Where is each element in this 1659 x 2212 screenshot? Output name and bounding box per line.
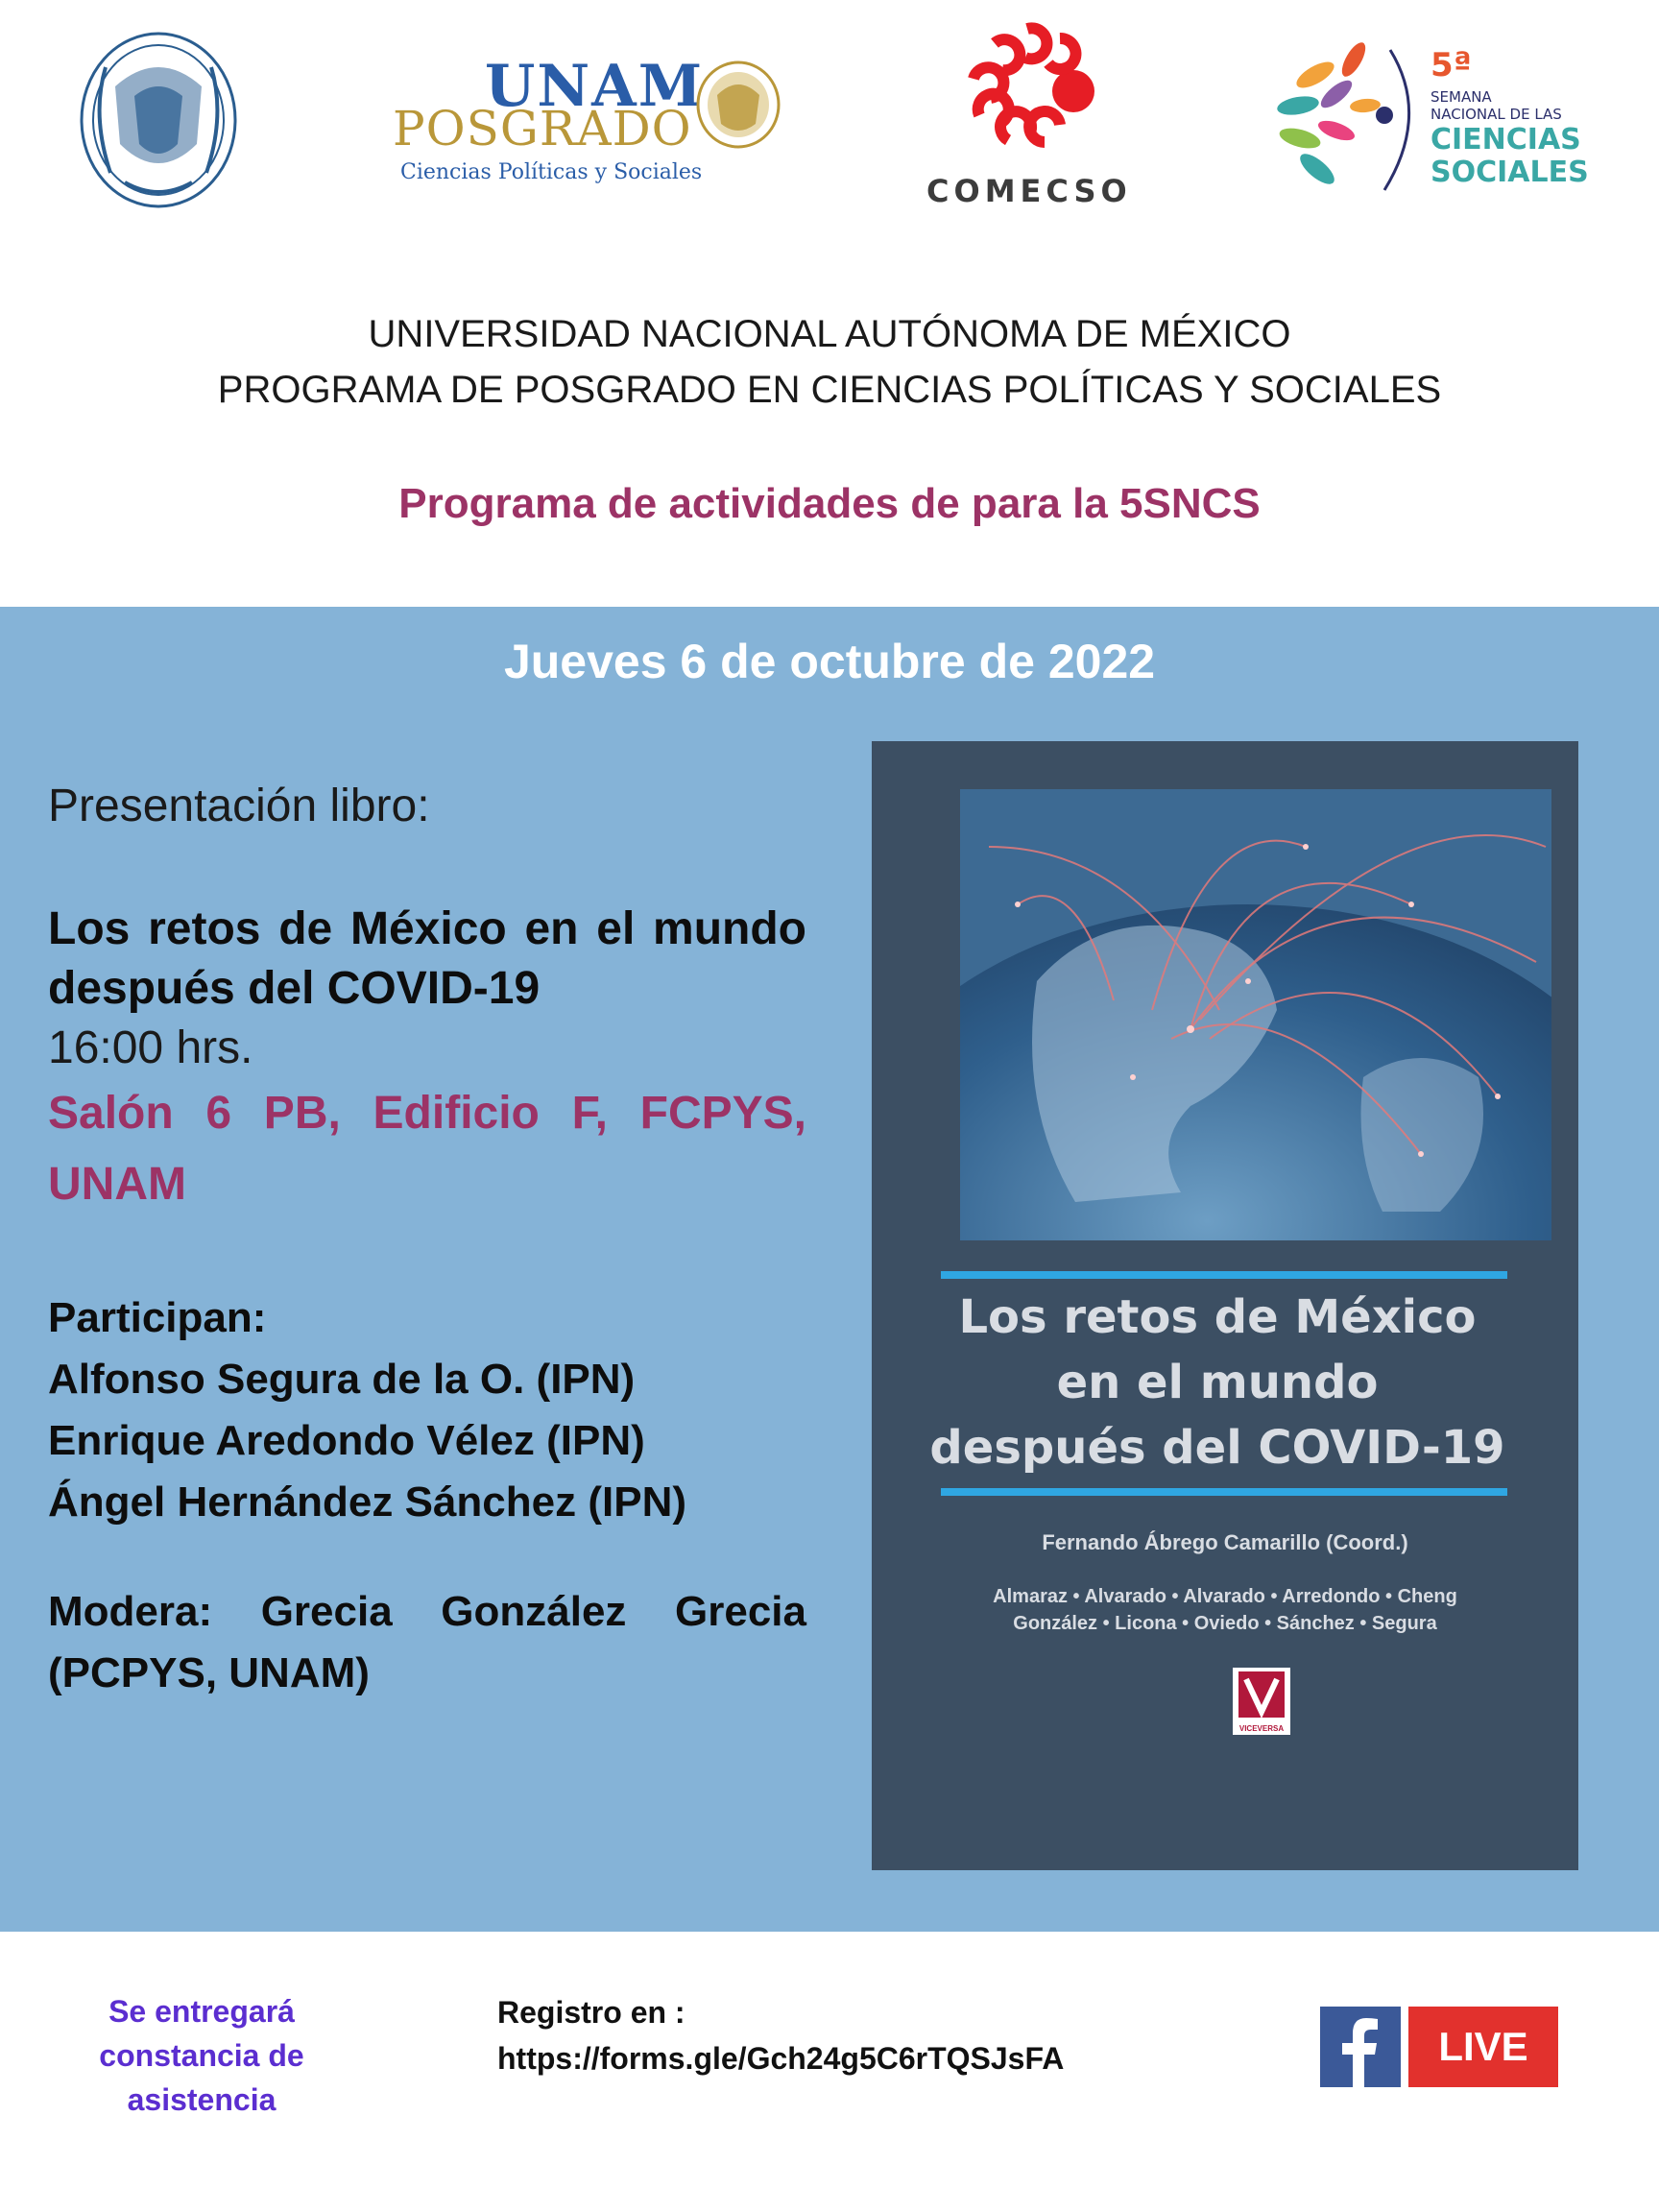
activities-program-title: Programa de actividades de para la 5SNCS <box>398 480 1261 527</box>
sncs-logo <box>1277 38 1603 202</box>
event-time: 16:00 hrs. <box>48 1022 253 1073</box>
event-venue: Salón 6 PB, Edificio F, FCPYS, UNAM <box>48 1088 806 1210</box>
book-cover <box>872 741 1578 1870</box>
facebook-icon[interactable] <box>1320 2007 1401 2087</box>
sncs-logo-line1: SEMANA <box>1431 88 1492 106</box>
publisher-name: VICEVERSA <box>1238 1724 1285 1733</box>
cover-title-line: en el mundo <box>1056 1356 1379 1409</box>
live-label: LIVE <box>1438 2024 1528 2069</box>
presentation-label: Presentación libro: <box>48 781 430 831</box>
sncs-leaves-icon <box>1277 38 1426 202</box>
cover-divider <box>941 1271 1507 1279</box>
event-date: Jueves 6 de octubre de 2022 <box>503 635 1156 688</box>
posgrado-logo-unam: UNAM <box>485 53 705 120</box>
comecso-flower-icon <box>960 19 1094 163</box>
participant-item: Enrique Aredondo Vélez (IPN) <box>48 1417 645 1464</box>
unam-seal-icon <box>77 29 240 211</box>
publisher-logo <box>1233 1668 1290 1735</box>
live-badge[interactable] <box>1408 2007 1558 2087</box>
participants-heading: Participan: <box>48 1294 267 1341</box>
cover-title-line: después del COVID-19 <box>929 1421 1505 1475</box>
moderator: Modera: Grecia González Grecia (PCPYS, UNAM) <box>48 1588 806 1696</box>
program-name: PROGRAMA DE POSGRADO EN CIENCIAS POLÍTICAS Y SOCIALES <box>217 369 1442 411</box>
comecso-logo <box>917 19 1138 216</box>
globe-network-image <box>960 789 1551 1240</box>
registration-label: Registro en : <box>497 1995 685 2030</box>
comecso-logo-name: COMECSO <box>926 173 1132 209</box>
sncs-logo-line2: NACIONAL DE LAS <box>1431 106 1562 123</box>
event-panel <box>0 607 1659 1932</box>
institution-name: UNIVERSIDAD NACIONAL AUTÓNOMA DE MÉXICO <box>368 313 1291 355</box>
posgrado-logo <box>389 53 787 197</box>
publisher-v-icon <box>1233 1668 1290 1721</box>
sncs-logo-number: 5ª <box>1431 46 1472 84</box>
book-title: Los retos de México en el mundo después del COVID-19 <box>48 903 806 1014</box>
registration-link[interactable]: https://forms.gle/Gch24g5C6rTQSJsFA <box>497 2041 1065 2076</box>
posgrado-seal-icon <box>694 60 782 149</box>
participant-item: Alfonso Segura de la O. (IPN) <box>48 1356 636 1403</box>
posgrado-logo-word: POSGRADO <box>393 101 692 156</box>
cover-divider <box>941 1488 1507 1496</box>
certificate-note: Se entregará constancia de asistencia <box>99 1994 304 2117</box>
cover-title-line: Los retos de México <box>958 1290 1477 1344</box>
participant-item: Ángel Hernández Sánchez (IPN) <box>48 1479 687 1526</box>
cover-authors: González • Licona • Oviedo • Sánchez • Segura <box>1013 1613 1437 1634</box>
registration-info <box>497 1989 1169 2081</box>
posgrado-logo-subtitle: Ciencias Políticas y Sociales <box>400 160 703 184</box>
cover-authors: Almaraz • Alvarado • Alvarado • Arredondo • Cheng <box>993 1586 1457 1607</box>
cover-editor: Fernando Ábrego Camarillo (Coord.) <box>1042 1530 1408 1554</box>
sncs-logo-line4: SOCIALES <box>1431 156 1589 189</box>
event-details <box>48 780 806 1704</box>
sncs-logo-line3: CIENCIAS <box>1431 123 1581 156</box>
